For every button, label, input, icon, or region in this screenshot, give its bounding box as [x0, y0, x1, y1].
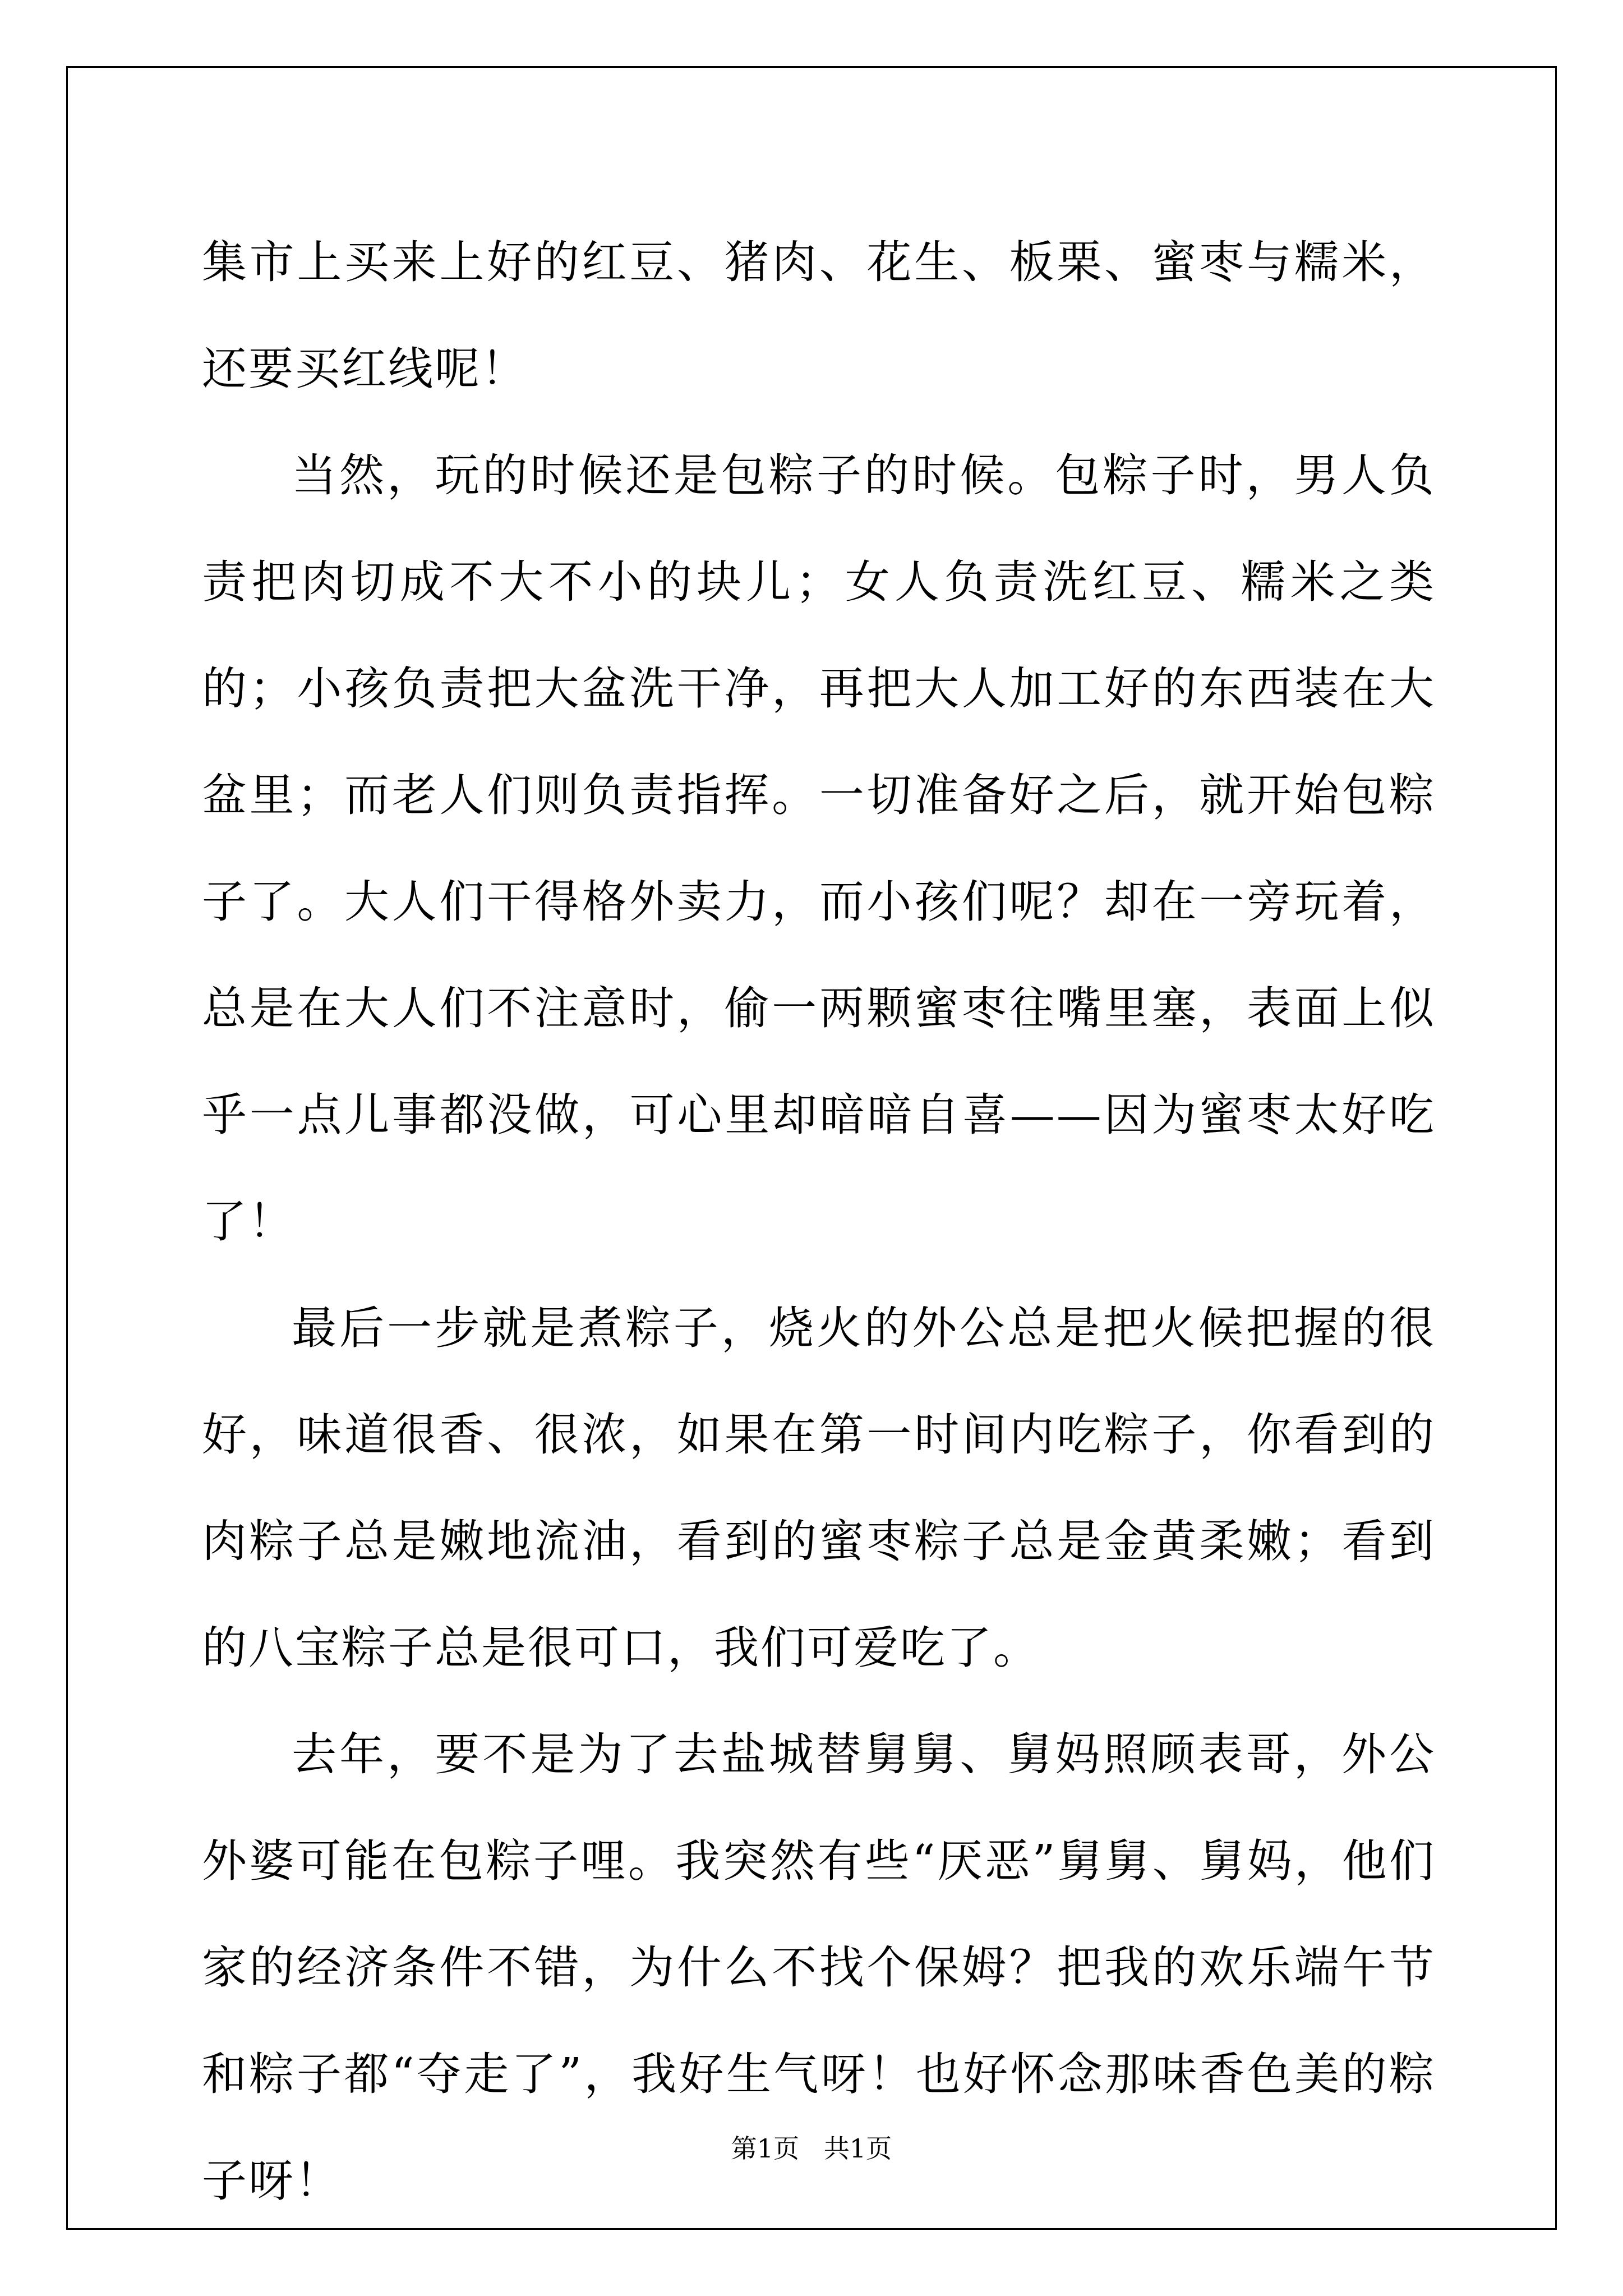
paragraph-3: 最后一步就是煮粽子，烧火的外公总是把火候把握的很好，味道很香、很浓，如果在第一时间内吃粽子，你看到的肉粽子总是嫩地流油，看到的蜜枣粽子总是金黄柔嫩；看到的八宝粽子总是很可口，我们可爱吃了。: [202, 1302, 1436, 1674]
paragraph-4: 去年，要不是为了去盐城替舅舅、舅妈照顾表哥，外公外婆可能在包粽子哩。我突然有些“厌恶”舅舅、舅妈，他们家的经济条件不错，为什么不找个保姆？把我的欢乐端午节和粽子都“夺走了”，我好生气呀！也好怀念那味香色美的粽子呀！: [202, 1728, 1436, 2207]
document-body: [202, 209, 1436, 2234]
paragraph-2: 当然，玩的时候还是包粽子的时候。包粽子时，男人负责把肉切成不大不小的块儿；女人负责洗红豆、糯米之类的；小孩负责把大盆洗干净，再把大人加工好的东西装在大盆里；而老人们则负责指挥。一切准备好之后，就开始包粽子了。大人们干得格外卖力，而小孩们呢？却在一旁玩着，总是在大人们不注意时，偷一两颗蜜枣往嘴里塞，表面上似乎一点儿事都没做，可心里却暗暗自喜——因为蜜枣太好吃了！: [202, 449, 1436, 1248]
page-footer: 第1页 共1页: [731, 2133, 892, 2164]
paragraph-1: 集市上买来上好的红豆、猪肉、花生、板栗、蜜枣与糯米，还要买红线呢！: [202, 236, 1436, 395]
